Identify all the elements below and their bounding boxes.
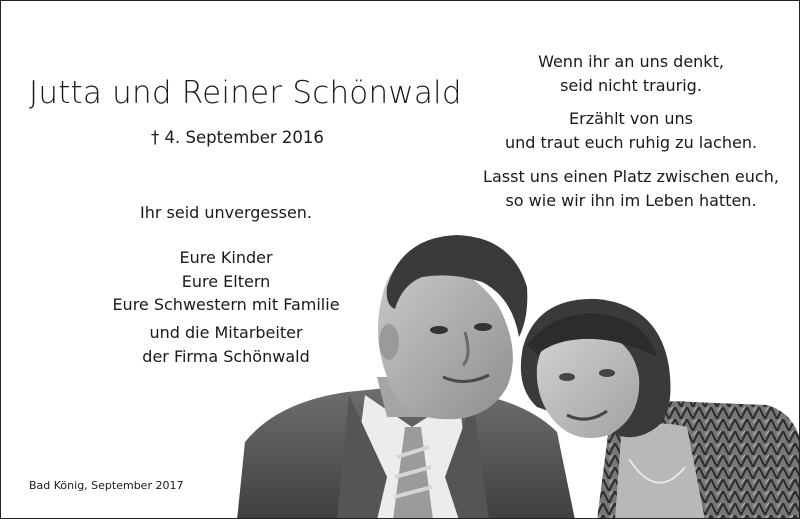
poem-line: seid nicht traurig. bbox=[560, 75, 702, 95]
poem-line: Wenn ihr an uns denkt, bbox=[538, 52, 724, 71]
poem-stanza-1 bbox=[471, 50, 791, 97]
poem-line: Erzählt von uns bbox=[569, 109, 693, 128]
company-line: der Firma Schönwald bbox=[142, 346, 310, 366]
death-date: † 4. September 2016 bbox=[151, 128, 324, 147]
poem-stanza-3 bbox=[471, 165, 791, 212]
place-date: Bad König, September 2017 bbox=[29, 479, 184, 492]
staff-line: und die Mitarbeiter bbox=[149, 323, 303, 342]
poem-line: Lasst uns einen Platz zwischen euch, bbox=[483, 167, 779, 186]
poem-line: so wie wir ihn im Leben hatten. bbox=[505, 190, 757, 210]
woman-face bbox=[537, 330, 639, 438]
message-line: Ihr seid unvergessen. bbox=[139, 203, 313, 222]
couple-photo-icon bbox=[237, 227, 800, 519]
remembrance-message bbox=[101, 201, 351, 225]
mourner-children: Eure Kinder bbox=[179, 248, 273, 267]
poem-stanza-2 bbox=[471, 107, 791, 154]
mourner-parents: Eure Eltern bbox=[181, 271, 271, 291]
mourner-sisters: Eure Schwestern mit Familie bbox=[112, 295, 340, 314]
poem-line: und traut euch ruhig zu lachen. bbox=[504, 132, 758, 152]
deceased-names: Jutta und Reiner Schönwald bbox=[29, 75, 462, 111]
